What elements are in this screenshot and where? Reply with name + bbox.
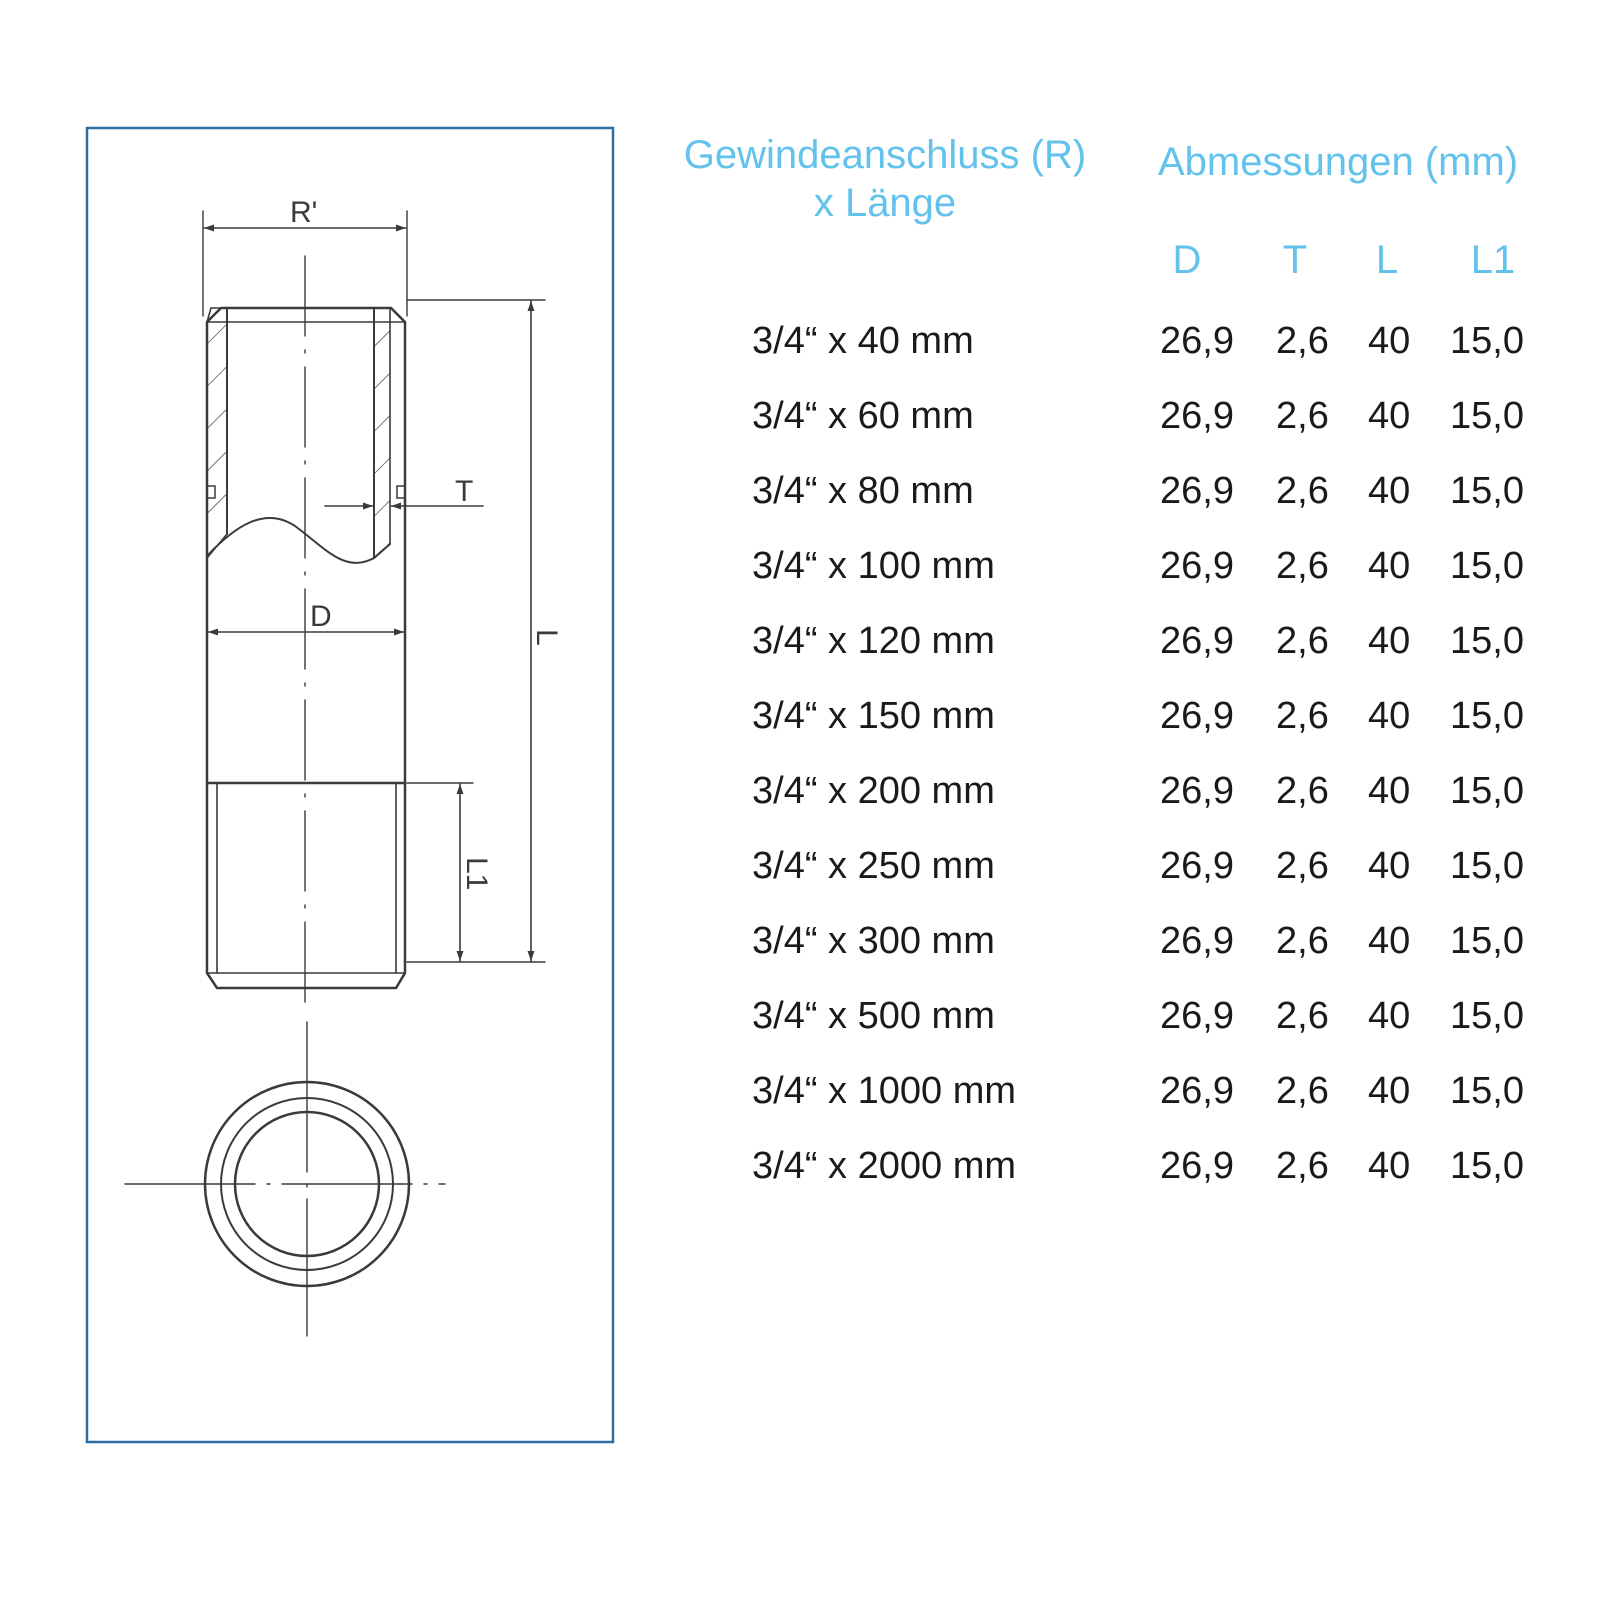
- label-l: L: [530, 629, 563, 646]
- cell-l1: 15,0: [1450, 1070, 1524, 1112]
- cell-l1: 15,0: [1450, 845, 1524, 887]
- cell-l: 40: [1368, 920, 1411, 962]
- cell-l1: 15,0: [1450, 920, 1524, 962]
- cell-d: 26,9: [1160, 545, 1234, 587]
- cell-t: 2,6: [1276, 545, 1329, 587]
- cell-l: 40: [1368, 395, 1411, 437]
- connection-length-header: [675, 131, 1095, 227]
- cell-l1: 15,0: [1450, 995, 1524, 1037]
- cell-t: 2,6: [1276, 845, 1329, 887]
- column-header-l: L: [1375, 238, 1399, 282]
- cell-l1: 15,0: [1450, 320, 1524, 362]
- cell-t: 2,6: [1276, 620, 1329, 662]
- row-name: 3/4“ x 40 mm: [752, 320, 974, 362]
- cell-d: 26,9: [1160, 320, 1234, 362]
- cell-l: 40: [1368, 695, 1411, 737]
- connection-header-line1: Gewindeanschluss (R): [683, 133, 1087, 177]
- cell-t: 2,6: [1276, 995, 1329, 1037]
- cell-l1: 15,0: [1450, 470, 1524, 512]
- cell-t: 2,6: [1276, 1070, 1329, 1112]
- cell-t: 2,6: [1276, 920, 1329, 962]
- cell-l: 40: [1368, 770, 1411, 812]
- cell-l1: 15,0: [1450, 770, 1524, 812]
- column-header-l1: L1: [1470, 238, 1516, 282]
- cell-l: 40: [1368, 320, 1411, 362]
- cell-t: 2,6: [1276, 320, 1329, 362]
- cell-d: 26,9: [1160, 395, 1234, 437]
- column-header-d: D: [1172, 238, 1202, 282]
- row-name: 3/4“ x 250 mm: [752, 845, 995, 887]
- row-name: 3/4“ x 2000 mm: [752, 1145, 1016, 1187]
- cell-d: 26,9: [1160, 695, 1234, 737]
- cell-d: 26,9: [1160, 845, 1234, 887]
- cell-d: 26,9: [1160, 1145, 1234, 1187]
- cell-l1: 15,0: [1450, 395, 1524, 437]
- row-name: 3/4“ x 100 mm: [752, 545, 995, 587]
- cell-d: 26,9: [1160, 620, 1234, 662]
- row-name: 3/4“ x 1000 mm: [752, 1070, 1016, 1112]
- table-row: [0, 1142, 1600, 1190]
- cell-d: 26,9: [1160, 770, 1234, 812]
- table-row: [0, 467, 1600, 515]
- table-row: [0, 692, 1600, 740]
- column-header-t: T: [1282, 238, 1308, 282]
- row-name: 3/4“ x 120 mm: [752, 620, 995, 662]
- row-name: 3/4“ x 80 mm: [752, 470, 974, 512]
- cell-l: 40: [1368, 995, 1411, 1037]
- cell-t: 2,6: [1276, 770, 1329, 812]
- row-name: 3/4“ x 200 mm: [752, 770, 995, 812]
- cell-d: 26,9: [1160, 920, 1234, 962]
- label-t: T: [455, 475, 474, 508]
- table-row: [0, 917, 1600, 965]
- table-row: [0, 392, 1600, 440]
- table-row: [0, 617, 1600, 665]
- cell-d: 26,9: [1160, 995, 1234, 1037]
- cell-l1: 15,0: [1450, 545, 1524, 587]
- cell-l1: 15,0: [1450, 1145, 1524, 1187]
- row-name: 3/4“ x 300 mm: [752, 920, 995, 962]
- label-r: R': [290, 196, 318, 229]
- cell-l: 40: [1368, 845, 1411, 887]
- label-d: D: [310, 600, 332, 633]
- cell-l: 40: [1368, 545, 1411, 587]
- cell-t: 2,6: [1276, 695, 1329, 737]
- cell-d: 26,9: [1160, 470, 1234, 512]
- cell-l1: 15,0: [1450, 620, 1524, 662]
- table-row: [0, 767, 1600, 815]
- cell-t: 2,6: [1276, 395, 1329, 437]
- cell-l: 40: [1368, 1070, 1411, 1112]
- cell-l: 40: [1368, 470, 1411, 512]
- cell-t: 2,6: [1276, 1145, 1329, 1187]
- row-name: 3/4“ x 150 mm: [752, 695, 995, 737]
- dimensions-header: Abmessungen (mm): [1158, 140, 1519, 184]
- connection-header-line2: x Länge: [813, 181, 957, 225]
- label-l1: L1: [460, 857, 493, 891]
- table-row: [0, 317, 1600, 365]
- cell-l1: 15,0: [1450, 695, 1524, 737]
- table-row: [0, 992, 1600, 1040]
- table-row: [0, 842, 1600, 890]
- cell-t: 2,6: [1276, 470, 1329, 512]
- cell-l: 40: [1368, 1145, 1411, 1187]
- table-row: [0, 1067, 1600, 1115]
- cell-l: 40: [1368, 620, 1411, 662]
- row-name: 3/4“ x 60 mm: [752, 395, 974, 437]
- cell-d: 26,9: [1160, 1070, 1234, 1112]
- table-row: [0, 542, 1600, 590]
- row-name: 3/4“ x 500 mm: [752, 995, 995, 1037]
